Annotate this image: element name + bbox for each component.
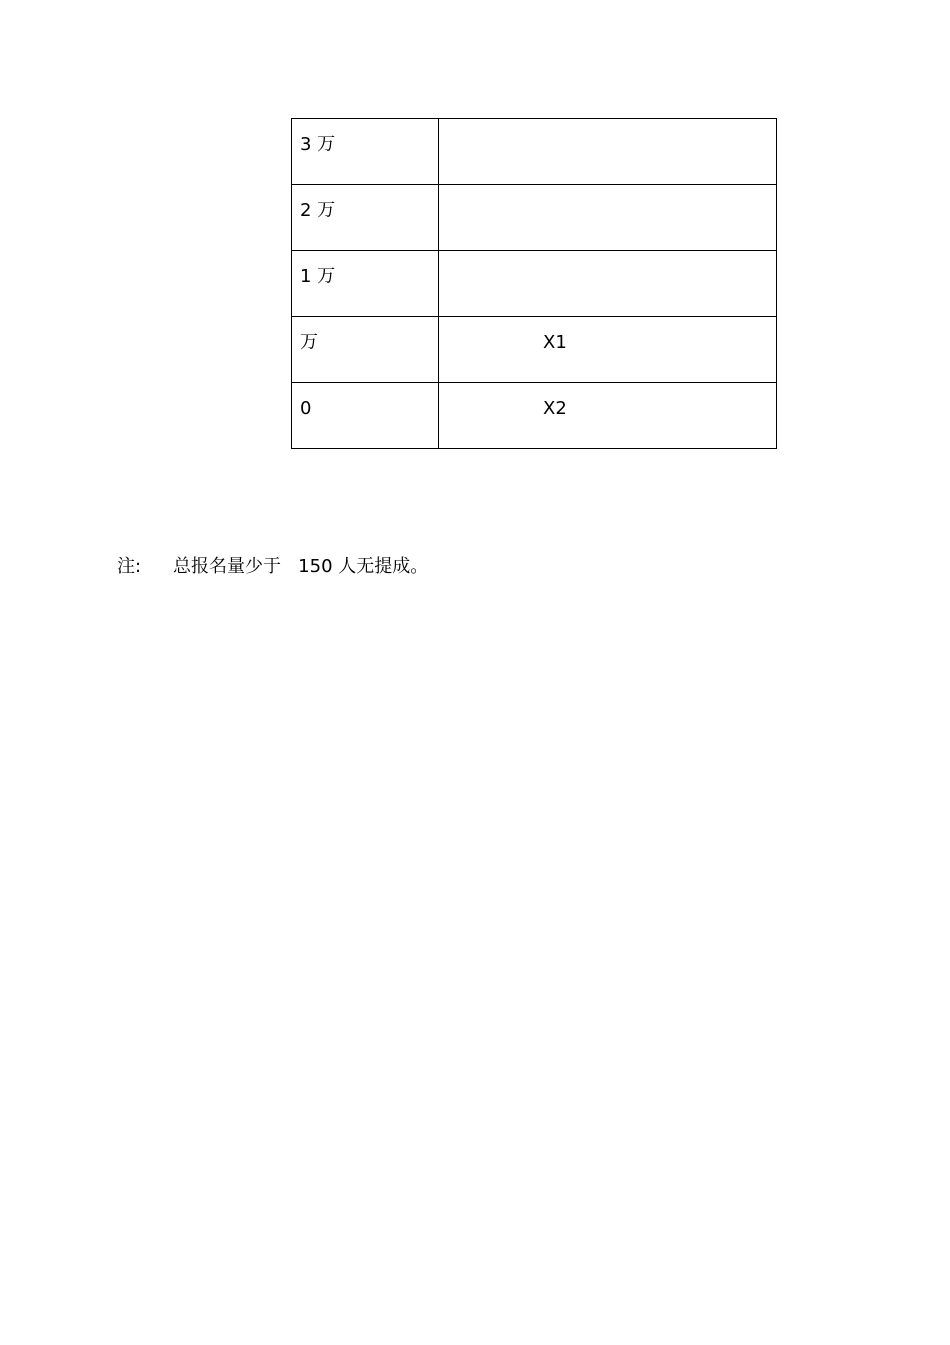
cell-text: X1 bbox=[543, 332, 567, 353]
table-cell bbox=[439, 251, 777, 317]
table-cell bbox=[292, 185, 439, 251]
table-cell bbox=[439, 185, 777, 251]
table-row bbox=[292, 317, 777, 383]
footnote-prefix: 注: bbox=[117, 556, 142, 577]
cell-text: X2 bbox=[543, 398, 567, 419]
table-cell bbox=[292, 317, 439, 383]
table-row bbox=[292, 251, 777, 317]
table-cell bbox=[292, 119, 439, 185]
cell-text bbox=[439, 185, 776, 202]
table-row bbox=[292, 119, 777, 185]
commission-table bbox=[291, 118, 777, 449]
cell-text: 2 万 bbox=[300, 200, 336, 221]
cell-text bbox=[439, 119, 776, 136]
table-cell bbox=[439, 383, 777, 449]
cell-text bbox=[439, 251, 776, 268]
footnote-text: 总报名量少于 150 人无提成。 bbox=[173, 556, 429, 577]
footnote bbox=[117, 556, 428, 578]
cell-text: 1 万 bbox=[300, 266, 336, 287]
cell-text: 万 bbox=[300, 332, 318, 353]
table-cell bbox=[292, 383, 439, 449]
table-cell bbox=[439, 119, 777, 185]
cell-text: 0 bbox=[300, 398, 312, 419]
table-cell bbox=[439, 317, 777, 383]
cell-text: 3 万 bbox=[300, 134, 336, 155]
table-row bbox=[292, 185, 777, 251]
table-cell bbox=[292, 251, 439, 317]
table-row bbox=[292, 383, 777, 449]
